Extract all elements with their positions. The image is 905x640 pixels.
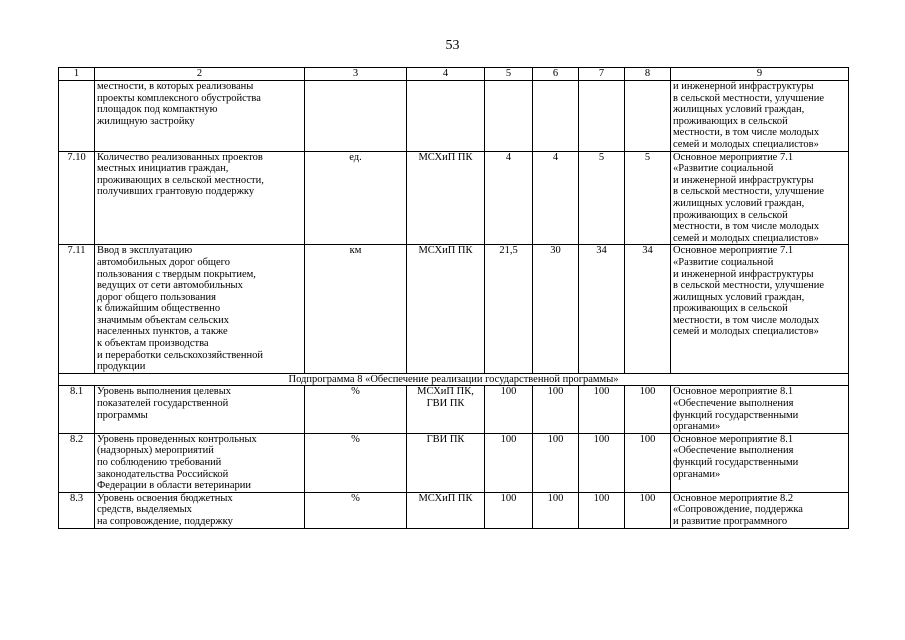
cell-text-line: МСХиП ПК, xyxy=(417,386,474,398)
cell-text-line: ГВИ ПК xyxy=(426,398,465,410)
value-col8: 5 xyxy=(625,151,671,245)
cell-text-line: жилищных условий граждан, xyxy=(673,104,805,116)
cell-text-line: проекты комплексного обустройства xyxy=(97,92,261,104)
cell-text-line: Уровень освоения бюджетных xyxy=(97,492,233,504)
value-col7: 100 xyxy=(579,433,625,492)
cell-text-line: органами» xyxy=(673,468,721,480)
unit-cell xyxy=(305,81,407,152)
responsible-cell xyxy=(407,386,485,433)
table-row xyxy=(59,386,849,433)
cell-text-line: жилищную застройку xyxy=(97,115,195,127)
cell-text-line: продукции xyxy=(97,361,146,373)
value-col5: 4 xyxy=(485,151,533,245)
column-number-row xyxy=(59,68,849,81)
cell-text-line: в сельской местности, улучшение xyxy=(673,186,825,198)
cell-text-line: в сельской местности, улучшение xyxy=(673,92,825,104)
cell-text-line: ГВИ ПК xyxy=(426,433,465,445)
cell-text-line: функций государственными xyxy=(673,409,799,421)
program-activity-cell xyxy=(671,81,849,152)
indicator-name xyxy=(95,492,305,528)
cell-text-line: дорог общего пользования xyxy=(97,291,216,303)
indicator-name xyxy=(95,245,305,374)
column-number: 5 xyxy=(485,68,533,81)
cell-text-line: местности, в том числе молодых xyxy=(673,314,820,326)
cell-text-line: «Обеспечение выполнения xyxy=(673,445,794,457)
unit-cell: % xyxy=(305,433,407,492)
value-col6: 100 xyxy=(533,386,579,433)
cell-text-line: и инженерной инфраструктуры xyxy=(673,174,814,186)
cell-text-line: законодательства Российской xyxy=(97,468,229,480)
cell-text-line: получивших грантовую поддержку xyxy=(97,186,255,198)
responsible-cell xyxy=(407,433,485,492)
cell-text-line: площадок под компактную xyxy=(97,104,218,116)
cell-text-line: Основное мероприятие 8.1 xyxy=(673,433,794,445)
program-activity-cell xyxy=(671,492,849,528)
cell-text-line: и развитие программного xyxy=(673,515,788,527)
cell-text-line: на сопровождение, поддержку xyxy=(97,515,233,527)
cell-text-line: Количество реализованных проектов xyxy=(97,151,263,163)
value-col6: 30 xyxy=(533,245,579,374)
cell-text-line: Основное мероприятие 7.1 xyxy=(673,245,794,257)
value-col6: 100 xyxy=(533,433,579,492)
cell-text-line: проживающих в сельской xyxy=(673,303,788,315)
cell-text-line: функций государственными xyxy=(673,457,799,468)
value-col8 xyxy=(625,81,671,152)
cell-text-line: семей и молодых специалистов» xyxy=(673,326,819,338)
cell-text-line: Ввод в эксплуатацию xyxy=(97,245,193,257)
indicators-table xyxy=(58,67,849,529)
cell-text-line: жилищных условий граждан, xyxy=(673,197,805,209)
indicator-name xyxy=(95,151,305,245)
cell-text-line: местных инициатив граждан, xyxy=(97,163,229,175)
unit-cell: ед. xyxy=(305,151,407,245)
cell-text-line: местности, в том числе молодых xyxy=(673,127,820,139)
indicator-number: 8.2 xyxy=(59,433,95,492)
cell-text-line: показателей государственной xyxy=(97,398,229,410)
subprogram-header xyxy=(59,373,849,386)
cell-text-line: проживающих в сельской местности, xyxy=(97,174,264,186)
cell-text-line: к ближайшим общественно xyxy=(97,303,221,315)
unit-cell: км xyxy=(305,245,407,374)
cell-text-line: и инженерной инфраструктуры xyxy=(673,268,814,280)
responsible-cell xyxy=(407,151,485,245)
cell-text-line: семей и молодых специалистов» xyxy=(673,138,819,150)
cell-text-line: Уровень выполнения целевых xyxy=(97,386,231,398)
column-number: 6 xyxy=(533,68,579,81)
cell-text-line: ведущих от сети автомобильных xyxy=(97,280,243,292)
cell-text-line: органами» xyxy=(673,421,721,433)
program-activity-cell xyxy=(671,245,849,374)
program-activity-cell xyxy=(671,386,849,433)
value-col8: 100 xyxy=(625,492,671,528)
cell-text-line: значимым объектам сельских xyxy=(97,314,230,326)
cell-text-line: жилищных условий граждан, xyxy=(673,291,805,303)
value-col8: 100 xyxy=(625,433,671,492)
cell-text-line: МСХиП ПК xyxy=(418,151,473,163)
cell-text-line: МСХиП ПК xyxy=(418,492,473,504)
value-col8: 100 xyxy=(625,386,671,433)
cell-text-line: по соблюдению требований xyxy=(97,457,222,468)
cell-text-line: к объектам производства xyxy=(97,338,209,350)
table-row xyxy=(59,245,849,374)
cell-text-line: программы xyxy=(97,409,148,421)
value-col7: 100 xyxy=(579,386,625,433)
value-col5 xyxy=(485,81,533,152)
cell-text-line: пользования с твердым покрытием, xyxy=(97,268,256,280)
indicator-name xyxy=(95,81,305,152)
value-col6: 100 xyxy=(533,492,579,528)
responsible-cell xyxy=(407,245,485,374)
column-number: 2 xyxy=(95,68,305,81)
value-col6: 4 xyxy=(533,151,579,245)
indicator-number: 7.11 xyxy=(59,245,95,374)
cell-text-line: Основное мероприятие 8.1 xyxy=(673,386,794,398)
cell-text-line: «Развитие социальной xyxy=(673,163,774,175)
cell-text-line: Федерации в области ветеринарии xyxy=(97,480,251,492)
table-row xyxy=(59,433,849,492)
responsible-cell xyxy=(407,492,485,528)
indicator-number: 8.1 xyxy=(59,386,95,433)
indicator-number xyxy=(59,81,95,152)
value-col7 xyxy=(579,81,625,152)
cell-text-line: и инженерной инфраструктуры xyxy=(673,81,814,92)
value-col8: 34 xyxy=(625,245,671,374)
value-col5: 21,5 xyxy=(485,245,533,374)
cell-text-line: (надзорных) мероприятий xyxy=(97,445,214,457)
indicator-number: 7.10 xyxy=(59,151,95,245)
column-number: 3 xyxy=(305,68,407,81)
table-body-subprogram-8 xyxy=(59,386,849,528)
value-col7: 100 xyxy=(579,492,625,528)
indicator-name xyxy=(95,433,305,492)
value-col5: 100 xyxy=(485,433,533,492)
cell-text-line: местности, в которых реализованы xyxy=(97,81,254,92)
table-row xyxy=(59,151,849,245)
column-number: 7 xyxy=(579,68,625,81)
cell-text-line: населенных пунктов, а также xyxy=(97,326,228,338)
cell-text-line: проживающих в сельской xyxy=(673,209,788,221)
value-col5: 100 xyxy=(485,492,533,528)
program-activity-cell xyxy=(671,151,849,245)
value-col5: 100 xyxy=(485,386,533,433)
cell-text-line: МСХиП ПК xyxy=(418,245,473,257)
table-row xyxy=(59,81,849,152)
program-activity-cell xyxy=(671,433,849,492)
value-col7: 34 xyxy=(579,245,625,374)
page-number: 53 xyxy=(445,38,460,53)
value-col6 xyxy=(533,81,579,152)
unit-cell: % xyxy=(305,386,407,433)
column-number: 4 xyxy=(407,68,485,81)
unit-cell: % xyxy=(305,492,407,528)
responsible-cell xyxy=(407,81,485,152)
cell-text-line: Основное мероприятие 8.2 xyxy=(673,492,794,504)
column-number: 9 xyxy=(671,68,849,81)
cell-text-line: и переработки сельскохозяйственной xyxy=(97,349,264,361)
cell-text-line: местности, в том числе молодых xyxy=(673,221,820,233)
cell-text-line: Основное мероприятие 7.1 xyxy=(673,151,794,163)
cell-text-line: «Обеспечение выполнения xyxy=(673,398,794,410)
table-body-subprogram-7 xyxy=(59,81,849,374)
column-number: 8 xyxy=(625,68,671,81)
subprogram-title: Подпрограмма 8 «Обеспечение реализации государственной программы» xyxy=(59,373,849,386)
column-number: 1 xyxy=(59,68,95,81)
cell-text-line: средств, выделяемых xyxy=(97,504,192,516)
indicator-number: 8.3 xyxy=(59,492,95,528)
cell-text-line: Уровень проведенных контрольных xyxy=(97,433,257,445)
cell-text-line: в сельской местности, улучшение xyxy=(673,280,825,292)
cell-text-line: «Сопровождение, поддержка xyxy=(673,504,803,516)
cell-text-line: проживающих в сельской xyxy=(673,115,788,127)
cell-text-line: семей и молодых специалистов» xyxy=(673,232,819,244)
table-row xyxy=(59,492,849,528)
value-col7: 5 xyxy=(579,151,625,245)
cell-text-line: автомобильных дорог общего xyxy=(97,256,230,268)
indicator-name xyxy=(95,386,305,433)
cell-text-line: «Развитие социальной xyxy=(673,256,774,268)
